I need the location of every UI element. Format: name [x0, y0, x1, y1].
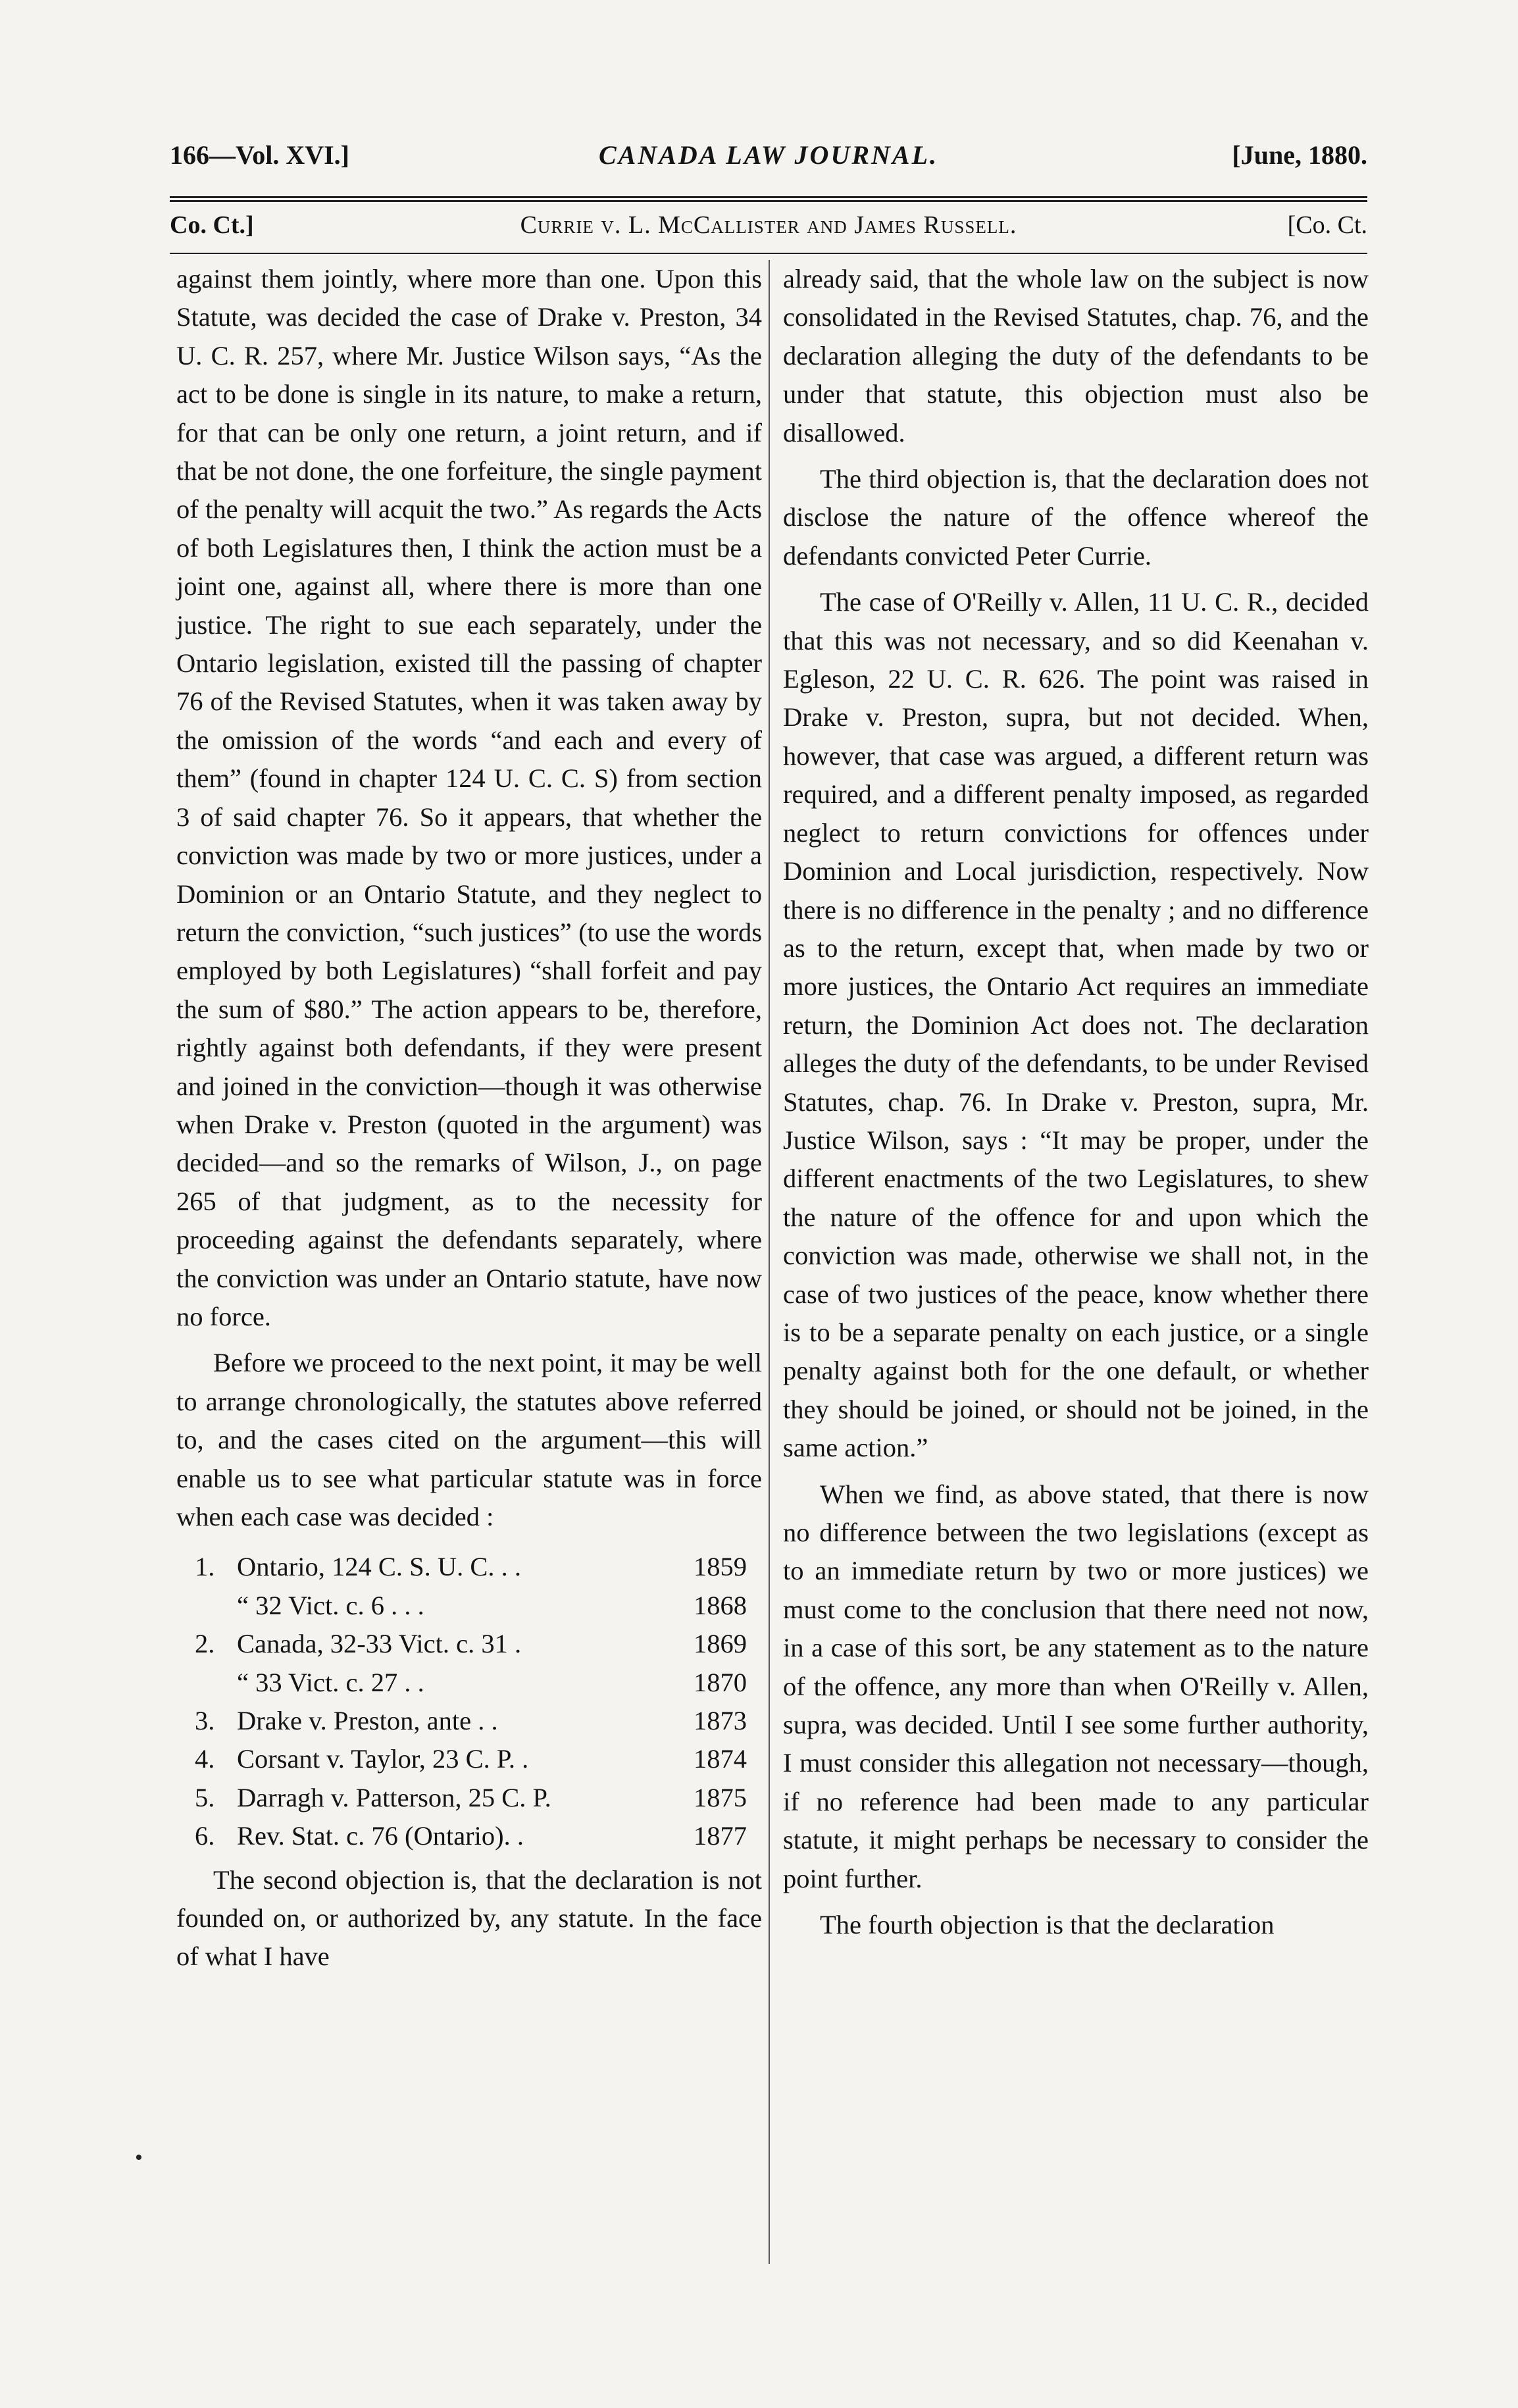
chronology-entry: Canada, 32-33 Vict. c. 31 .	[237, 1629, 522, 1659]
page-volume: 166—Vol. XVI.]	[170, 140, 349, 170]
left-column	[176, 260, 762, 1976]
chronology-number: 3.	[195, 1706, 215, 1736]
column-divider	[769, 260, 770, 2264]
right-paragraph-2: The third objection is, that the declaration does not disclose the nature of the offence whereof the defendants convicted Peter Currie.	[783, 464, 1369, 571]
left-paragraph-1: against them jointly, where more than one. Upon this Statute, was decided the case of Drake v. Preston, 34 U. C. R. 257, where Mr. Justice Wilson says, “As the act to be done is single in its nature, to make a return, for that can be only one return, a joint return, and if that be not done, the one forfeiture, the single payment of the penalty will acquit the two.” As regards the Acts of both Legislatures then, I think the action must be a joint one, against all, where there is more than one justice. The right to sue each separately, under the Ontario legislation, existed till the passing of chapter 76 of the Revised Statutes, when it was taken away by the omission of the words “and each and every of them” (found in chapter 124 U. C. C. S) from section 3 of said chapter 76. So it appears, that whether the conviction was made by two or more justices, under a Dominion or an Ontario Statute, and they neglect to return the conviction, “such justices” (to use the words employed by both Legislatures) “shall forfeit and pay the sum of $80.” The action appears to be, therefore, rightly against both defendants, if they were present and joined in the conviction—though it was otherwise when Drake v. Preston (quoted in the argument) was decided—and so the remarks of Wilson, J., on page 265 of that judgment, as to the necessity for proceeding against the defendants separately, where the conviction was under an Ontario statute, have now no force.	[176, 264, 762, 1331]
right-paragraph-1: already said, that the whole law on the subject is now consolidated in the Revised Statutes, chap. 76, and the declaration alleging the duty of the defendants to be under that statute, this objection must also be disallowed.	[783, 264, 1369, 448]
chronology-number: 6.	[195, 1821, 215, 1851]
chronology-number: 2.	[195, 1629, 215, 1659]
chronology-row	[195, 1664, 747, 1702]
right-paragraph-4: When we find, as above stated, that there is now no difference between the two legislations (except as to an immediate return by two or more justices) we must come to the conclusion that there need not now, in a case of this sort, be any statement as to the nature of the offence, any more than when O'Reilly v. Allen, supra, was decided. Until I see some further authority, I must consider this allegation not necessary—though, if no reference had been made to any particular statute, it might perhaps be necessary to consider the point further.	[783, 1479, 1369, 1893]
court-left: Co. Ct.]	[170, 211, 254, 239]
court-right: [Co. Ct.	[1287, 211, 1367, 239]
chronology-entry: Drake v. Preston, ante . .	[237, 1706, 498, 1736]
chronology-entry: Corsant v. Taylor, 23 C. P. .	[237, 1744, 529, 1774]
chronology-number	[195, 1664, 237, 1702]
chronology-row	[195, 1548, 747, 1586]
chronology-number	[195, 1587, 237, 1625]
chronology-year: 1874	[694, 1744, 747, 1774]
chronology-list	[195, 1548, 747, 1855]
chronology-number: 1.	[195, 1552, 215, 1582]
chronology-year: 1875	[694, 1782, 747, 1812]
header-rule	[170, 196, 1367, 198]
case-header	[170, 211, 1367, 247]
chronology-entry: Ontario, 124 C. S. U. C. . .	[237, 1552, 522, 1582]
chronology-entry: Rev. Stat. c. 76 (Ontario). .	[237, 1821, 524, 1851]
chronology-row	[195, 1817, 747, 1855]
case-title: Currie v. L. McCallister and James Russell.	[520, 211, 1017, 239]
chronology-year: 1859	[694, 1552, 747, 1582]
chronology-number: 5.	[195, 1782, 215, 1812]
chronology-year: 1870	[694, 1667, 747, 1697]
chronology-row	[195, 1587, 747, 1625]
chronology-row	[195, 1779, 747, 1817]
header-rule-secondary	[170, 200, 1367, 202]
journal-title: CANADA LAW JOURNAL.	[598, 140, 939, 170]
left-paragraph-3: The second objection is, that the declaration is not founded on, or authorized by, any statute. In the face of what I have	[176, 1864, 762, 1972]
chronology-row	[195, 1625, 747, 1663]
chronology-entry: “ 32 Vict. c. 6 . . .	[237, 1590, 424, 1620]
right-paragraph-3: The case of O'Reilly v. Allen, 11 U. C. R., decided that this was not necessary, and so did Keenahan v. Egleson, 22 U. C. R. 626. The point was raised in Drake v. Preston, supra, but not decided. When, however, that case was argued, a different return was required, and a different penalty imposed, as regarded neglect to return convictions for offences under Dominion and Local jurisdiction, respectively. Now there is no difference in the penalty ; and no difference as to the return, except that, when made by two or more justices, the Ontario Act requires an immediate return, the Dominion Act does not. The declaration alleges the duty of the defendants, to be under Revised Statutes, chap. 76. In Drake v. Preston, supra, Mr. Justice Wilson, says : “It may be proper, under the different enactments of the two Legislatures, to shew the nature of the offence for and upon which the conviction was made, otherwise we shall not, in the case of two justices of the peace, know whether there is to be a separate penalty on each justice, or a single penalty against both for the one default, or whether they should be joined, or should not be joined, in the same action.”	[783, 587, 1369, 1463]
case-header-rule	[170, 253, 1367, 254]
chronology-year: 1877	[694, 1821, 747, 1851]
chronology-year: 1869	[694, 1629, 747, 1659]
left-paragraph-2: Before we proceed to the next point, it may be well to arrange chronologically, the statutes above referred to, and the cases cited on the argument—this will enable us to see what particular statute was in force when each case was decided :	[176, 1348, 762, 1531]
chronology-year: 1868	[694, 1590, 747, 1620]
chronology-entry: “ 33 Vict. c. 27 . .	[237, 1667, 424, 1697]
chronology-row	[195, 1740, 747, 1778]
marginal-mark: •	[135, 2145, 143, 2170]
right-column	[783, 260, 1369, 1944]
right-paragraph-5: The fourth objection is that the declaration	[820, 1910, 1275, 1940]
issue-date: [June, 1880.	[1232, 140, 1367, 170]
running-header	[170, 140, 1367, 179]
chronology-entry: Darragh v. Patterson, 25 C. P.	[237, 1782, 551, 1812]
chronology-year: 1873	[694, 1706, 747, 1736]
chronology-number: 4.	[195, 1744, 215, 1774]
chronology-row	[195, 1702, 747, 1740]
